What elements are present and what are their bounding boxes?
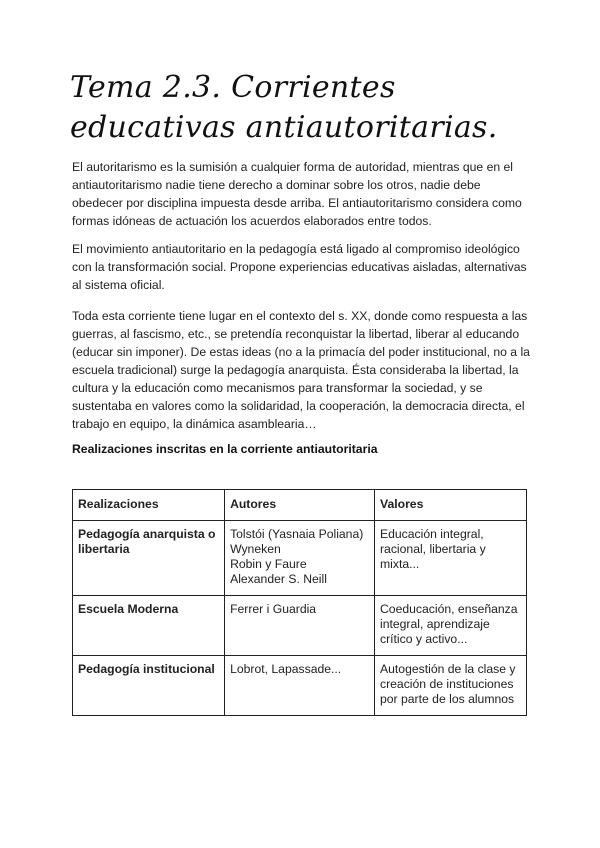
table-title: Realizaciones inscritas en la corriente antiautoritaria (72, 442, 378, 456)
autor: Tolstói (Yasnaia Poliana) (230, 527, 364, 541)
header-autores: Autores (225, 490, 375, 521)
paragraph-1: El autoritarismo es la sumisión a cualquier forma de autoridad, mientras que en el antiautoritarismo nadie tiene derecho a dominar sobre los otros, nadie debe obedecer por disciplina impuesta desde arriba. El antiautoritarismo considera como formas idóneas de actuación los acuerdos elaborados entre todos. (72, 160, 522, 228)
table-row (73, 596, 527, 656)
autor: Wyneken (230, 542, 281, 556)
realizaciones-table (72, 489, 527, 716)
autor: Ferrer i Guardia (230, 602, 317, 616)
autores-cell (225, 656, 375, 716)
autores-cell (225, 521, 375, 596)
valores-cell: Autogestión de la clase y creación de instituciones por parte de los alumnos (375, 656, 527, 716)
page-title: Tema 2.3. Corrientes educativas antiautoritarias. (70, 70, 498, 145)
autor: Lobrot, Lapassade... (230, 662, 342, 676)
realizacion-cell: Pedagogía anarquista o libertaria (73, 521, 225, 596)
table-header-row (73, 490, 527, 521)
header-realizaciones: Realizaciones (73, 490, 225, 521)
autores-cell (225, 596, 375, 656)
paragraph-2: El movimiento antiautoritario en la pedagogía está ligado al compromiso ideológico con la transformación social. Propone experiencias educativas aisladas, alternativas al sistema oficial. (72, 242, 527, 292)
realizacion-cell: Pedagogía institucional (73, 656, 225, 716)
autor: Alexander S. Neill (230, 572, 327, 586)
valores-cell: Coeducación, enseñanza integral, aprendizaje crítico y activo... (375, 596, 527, 656)
paragraph-3: Toda esta corriente tiene lugar en el contexto del s. XX, donde como respuesta a las guerras, al fascismo, etc., se pretendía reconquistar la libertad, liberar al educando (educar sin imponer). De estas ideas (no a la primacía del poder institucional, no a la escuela tradicional) surge la pedagogía anarquista. Ésta consideraba la libertad, la cultura y la educación como mecanismos para transformar la sociedad, y se sustentaba en valores como la solidaridad, la cooperación, la democracia directa, el trabajo en equipo, la dinámica asamblearia… (72, 309, 530, 431)
table-row (73, 656, 527, 716)
autor: Robin y Faure (230, 557, 307, 571)
realizacion-cell: Escuela Moderna (73, 596, 225, 656)
valores-cell: Educación integral, racional, libertaria y mixta... (375, 521, 527, 596)
table-row (73, 521, 527, 596)
header-valores: Valores (375, 490, 527, 521)
